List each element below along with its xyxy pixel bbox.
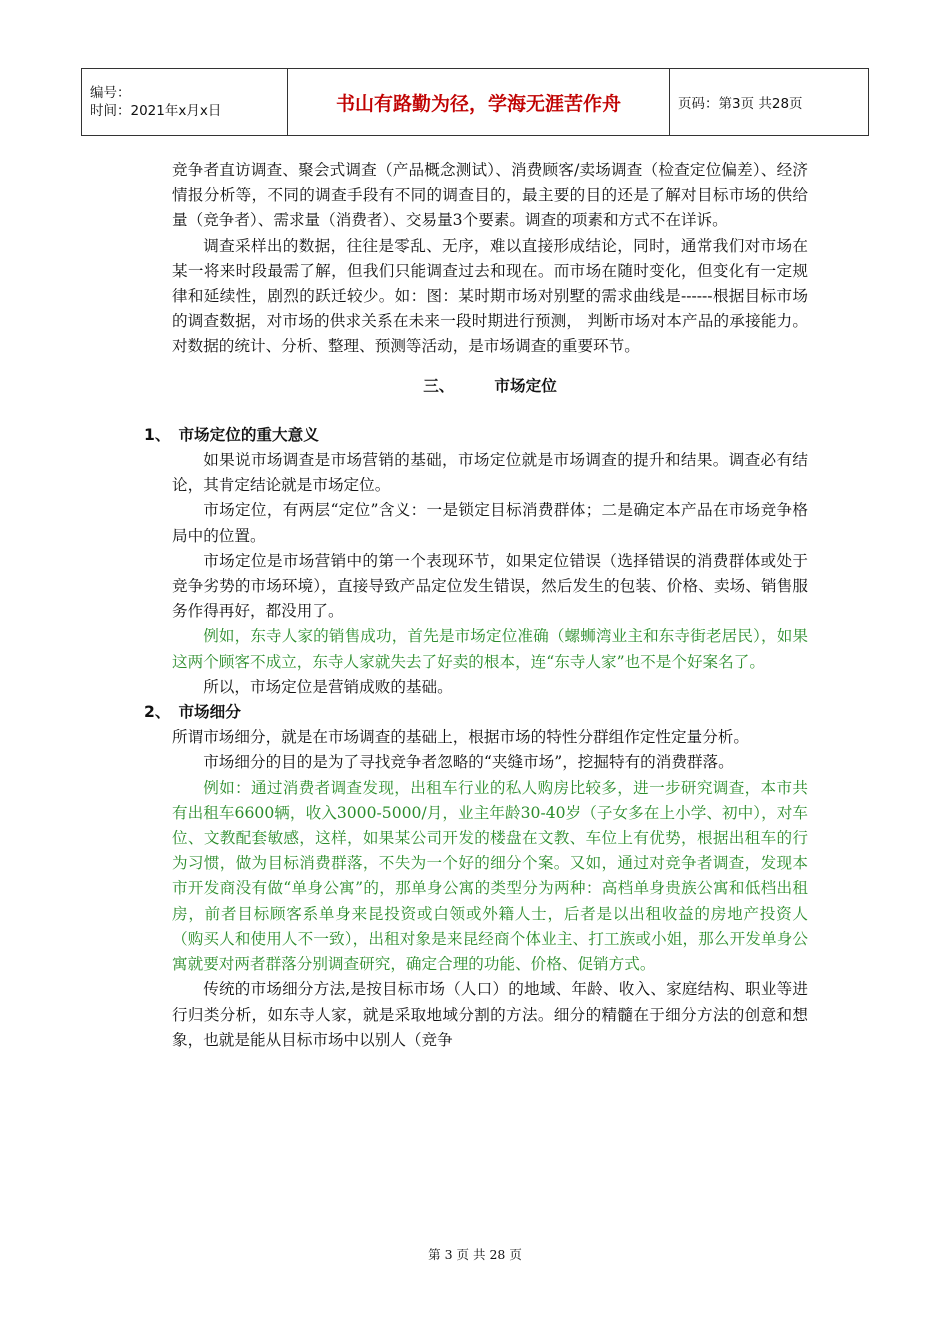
- paragraph: 所谓市场细分，就是在市场调查的基础上，根据市场的特性分群组作定性定量分析。: [172, 728, 749, 747]
- header-motto: 书山有路勤为径，学海无涯苦作舟: [288, 69, 670, 136]
- section-number: 三、: [423, 376, 455, 395]
- example-paragraph: 例如，东寺人家的销售成功，首先是市场定位准确（螺蛳湾业主和东寺街老居民），如果这两个顾客不成立，东寺人家就失去了好卖的根本，连“东寺人家”也不是个好案名了。: [172, 627, 808, 671]
- paragraph: 市场定位是市场营销中的第一个表现环节，如果定位错误（选择错误的消费群体或处于竞争劣势的市场环境），直接导致产品定位发生错误，然后发生的包装、价格、卖场、销售服务作得再好，都没用了。: [172, 551, 808, 621]
- subsection-number: 1、: [144, 425, 171, 444]
- section-title: 市场定位: [494, 376, 557, 395]
- code-label: 编号：: [90, 85, 131, 101]
- paragraph: 调查采样出的数据，往往是零乱、无序，难以直接形成结论，同时，通常我们对市场在某一将来时段最需了解，但我们只能调查过去和现在。而市场在随时变化，但变化有一定规律和延续性，剧烈的跃迁较少。如：图：某时期市场对别墅的需求曲线是------根据目标市场的调查数据，对市场的供求关系在未来一段时期进行预测， 判断市场对本产品的承接能力。对数据的统计、分析、整理、预测等活动，是市场调查的重要环节。: [172, 236, 808, 356]
- header-table: [81, 68, 869, 136]
- paragraph: 竞争者直访调查、聚会式调查（产品概念测试）、消费顾客/卖场调查（检查定位偏差）、经济情报分析等，不同的调查手段有不同的调查目的，最主要的目的还是了解对目标市场的供给量（竞争者）、需求量（消费者）、交易量3个要素。调查的项素和方式不在详诉。: [172, 161, 808, 230]
- subsection-heading: [144, 700, 808, 725]
- subsection-heading: [144, 423, 808, 448]
- section-heading: [172, 374, 808, 399]
- subsection-title: 市场细分: [178, 703, 241, 722]
- paragraph: 如果说市场调查是市场营销的基础，市场定位就是市场调查的提升和结果。调查必有结论，其肯定结论就是市场定位。: [172, 451, 808, 495]
- paragraph: 市场定位，有两层“定位”含义：一是锁定目标消费群体；二是确定本产品在市场竞争格局中的位置。: [172, 501, 808, 545]
- paragraph: 市场细分的目的是为了寻找竞争者忽略的“夹缝市场”，挖掘特有的消费群落。: [203, 753, 734, 772]
- document-body: [144, 158, 808, 1053]
- example-paragraph: 例如：通过消费者调查发现，出租车行业的私人购房比较多，进一步研究调查，本市共有出租车6600辆，收入3000-5000/月，业主年龄30-40岁（子女多在上小学、初中），对车位、文教配套敏感，这样，如果某公司开发的楼盘在文教、车位上有优势，根据出租车的行为习惯，做为目标消费群落，不失为一个好的细分个案。又如，通过对竞争者调查，发现本市开发商没有做“单身公寓”的，那单身公寓的类型分为两种：高档单身贵族公寓和低档出租房，前者目标顾客系单身来昆投资或白领或外籍人士，后者是以出租收益的房地产投资人（购买人和使用人不一致），出租对象是来昆经商个体业主、打工族或小姐，那么开发单身公寓就要对两者群落分别调查研究，确定合理的功能、价格、促销方式。: [172, 778, 808, 974]
- subsection-number: 2、: [144, 703, 171, 722]
- time-label: 时间：2021年x月x日: [90, 103, 222, 119]
- paragraph: 传统的市场细分方法,是按目标市场（人口）的地域、年龄、收入、家庭结构、职业等进行归类分析，如东寺人家，就是采取地域分割的方法。细分的精髓在于细分方法的创意和想象，也就是能从目标市场中以别人（竞争: [172, 980, 808, 1049]
- subsection-title: 市场定位的重大意义: [178, 425, 319, 444]
- header-page-info: 页码：第3页 共28页: [670, 69, 869, 136]
- page-footer: 第 3 页 共 28 页: [428, 1247, 522, 1262]
- paragraph: 所以，市场定位是营销成败的基础。: [203, 677, 453, 696]
- header-meta: [82, 69, 288, 136]
